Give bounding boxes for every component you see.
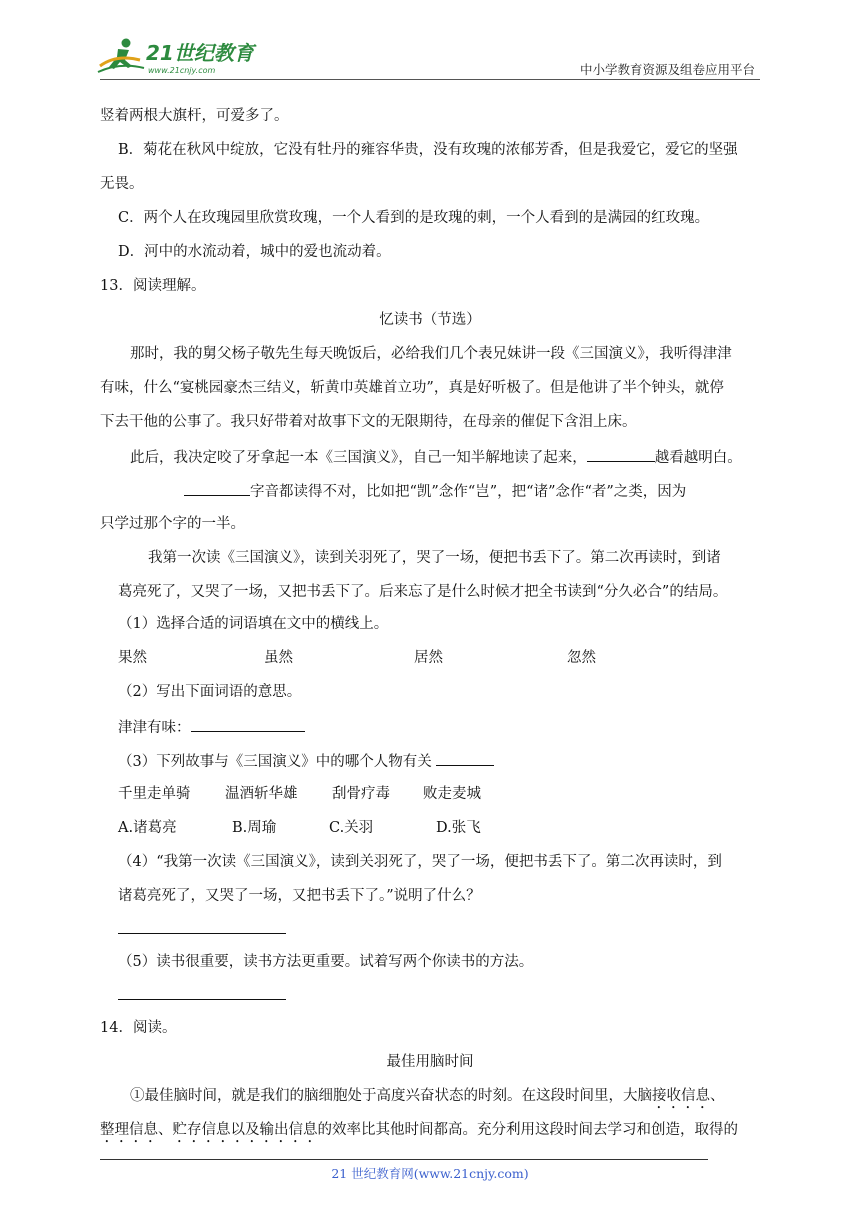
word-option-4: 忽然 (567, 650, 596, 666)
paragraph-4-line-2-text: 的效率比其他时间都高。充分利用这段时间去学习和创造，取得的 (317, 1122, 738, 1138)
paragraph-4-line-2 (100, 1120, 738, 1146)
paragraph-2-line-3: 只学过那个字的一半。 (100, 516, 245, 532)
header-divider (100, 79, 760, 80)
story-1: 千里走单骑 (118, 786, 191, 802)
choice-c[interactable]: C.关羽 (329, 820, 374, 836)
fill-blank-2[interactable] (184, 480, 250, 496)
answer-line-5[interactable] (118, 999, 286, 1000)
paragraph-1-line-1: 那时，我的舅父杨子敬先生每天晚饭后，必给我们几个表兄妹讲一段《三国演义》，我听得津津 (130, 346, 732, 362)
option-c: C．两个人在玫瑰园里欣赏玫瑰，一个人看到的是玫瑰的刺，一个人看到的是满园的红玫瑰。 (118, 210, 710, 226)
choice-d[interactable]: D.张飞 (436, 820, 481, 836)
passage-title: 忆读书（节选） (379, 312, 481, 328)
word-option-1: 果然 (118, 650, 147, 666)
paragraph-4-line-1: ①最佳脑时间，就是我们的脑细胞处于高度兴奋状态的时刻。在这段时间里，大脑接收信息、 (130, 1088, 725, 1104)
sub-question-4-line-1: （4）“我第一次读《三国演义》，读到关羽死了，哭了一场，便把书丢下了。第二次再读时，到 (118, 854, 722, 870)
term-label: 津津有味： (118, 720, 191, 736)
sub-question-1: （1）选择合适的词语填在文中的横线上。 (118, 616, 389, 632)
logo-url: www.21cnjy.com (148, 66, 216, 75)
paragraph-2-line-2-text: 字音都读得不对，比如把“凯”念作“岂”，把“诸”念作“者”之类，因为 (250, 484, 687, 500)
emphasized-phrase-2: 接收信息 (652, 1088, 710, 1104)
paragraph-1-line-3: 下去干他的公事了。我只好带着对故事下文的无限期待，在母亲的催促下含泪上床。 (100, 414, 637, 430)
paragraph-2-line-1-end: 越看越明白。 (654, 450, 742, 466)
choice-b[interactable]: B.周瑜 (232, 820, 277, 836)
character-answer-blank[interactable] (436, 750, 494, 766)
footer-divider (100, 1159, 708, 1160)
option-b: B．菊花在秋风中绽放，它没有牡丹的雍容华贵，没有玫瑰的浓郁芳香，但是我爱它，爱它的坚强 (118, 142, 738, 158)
choice-a[interactable]: A.诸葛亮 (118, 820, 177, 836)
paragraph-3-line-1: 我第一次读《三国演义》，读到关羽死了，哭了一场，便把书丢下了。第二次再读时，到诸 (148, 550, 721, 566)
term-line (118, 716, 305, 738)
word-option-3: 居然 (414, 650, 443, 666)
sub-question-2: （2）写出下面词语的意思。 (118, 684, 302, 700)
paragraph-2-line-1 (130, 446, 742, 468)
paragraph-2-line-2 (184, 480, 686, 502)
sub-question-5: （5）读书很重要，读书方法更重要。试着写两个你读书的方法。 (118, 954, 534, 970)
site-logo (96, 36, 261, 78)
logo-main: 21世纪教育 (146, 41, 254, 65)
paragraph-1-line-2: 有味，什么“宴桃园豪杰三结义，斩黄巾英雄首立功”，真是好听极了。但是他讲了半个钟头，就停 (100, 380, 724, 396)
story-2: 温酒斩华雄 (225, 786, 298, 802)
answer-line-4[interactable] (118, 933, 286, 934)
option-b-continued: 无畏。 (100, 176, 144, 192)
option-a-continued: 竖着两根大旗杆，可爱多了。 (100, 108, 289, 124)
fill-blank-1[interactable] (587, 446, 655, 462)
option-d: D．河中的水流动着，城中的爱也流动着。 (118, 244, 391, 260)
platform-name: 中小学教育资源及组卷应用平台 (579, 62, 755, 77)
sub-question-3-text: （3）下列故事与《三国演义》中的哪个人物有关 (118, 754, 432, 770)
footer-text[interactable]: 21 世纪教育网(www.21cnjy.com) (331, 1166, 529, 1181)
sub-question-3 (118, 750, 494, 772)
passage-2-title: 最佳用脑时间 (386, 1054, 474, 1070)
question-14-heading: 14．阅读。 (100, 1020, 177, 1036)
term-answer-blank[interactable] (191, 716, 305, 732)
story-3: 刮骨疗毒 (332, 786, 390, 802)
emphasized-phrase: 整理信息、贮存信息以及输出信息 (100, 1122, 318, 1138)
word-option-2: 虽然 (264, 650, 293, 666)
paragraph-3-line-2: 葛亮死了，又哭了一场，又把书丢下了。后来忘了是什么时候才把全书读到“分久必合”的结局。 (118, 584, 728, 600)
runner-icon (98, 39, 144, 73)
sub-question-4-line-2: 诸葛亮死了，又哭了一场，又把书丢下了。”说明了什么？ (118, 888, 481, 904)
question-13-heading: 13．阅读理解。 (100, 278, 206, 294)
story-4: 败走麦城 (423, 786, 481, 802)
paragraph-2-line-1-text: 此后，我决定咬了牙拿起一本《三国演义》，自己一知半解地读了起来， (130, 450, 587, 466)
